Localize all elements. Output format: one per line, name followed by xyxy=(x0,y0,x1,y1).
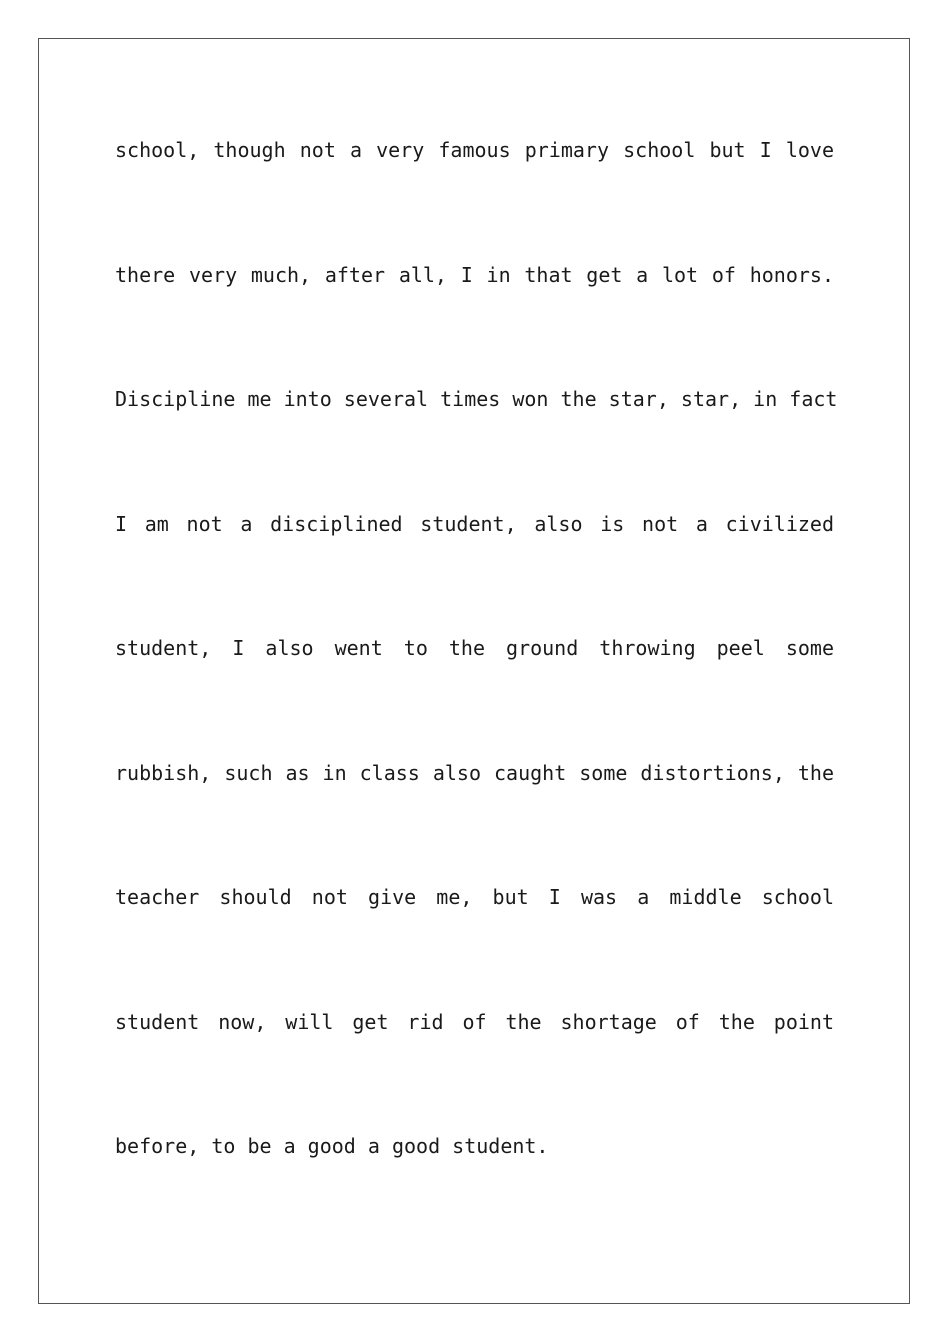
text-line: rubbish, such as in class also caught some distortions, the xyxy=(115,760,834,785)
text-line: student now, will get rid of the shortage of the point xyxy=(115,1009,834,1034)
essay-body xyxy=(115,137,838,1258)
text-line: teacher should not give me, but I was a middle school xyxy=(115,885,834,909)
text-line: before, to be a good a good student. xyxy=(115,1134,549,1158)
text-line: I am not a disciplined student, also is not a civilized xyxy=(115,511,834,536)
text-line: Discipline me into several times won the star, star, in fact xyxy=(115,387,838,411)
text-line: school, though not a very famous primary school but I love xyxy=(115,138,834,162)
text-line: there very much, after all, I in that get a lot of honors. xyxy=(115,262,834,287)
text-line: student, I also went to the ground throwing peel some xyxy=(115,636,834,660)
